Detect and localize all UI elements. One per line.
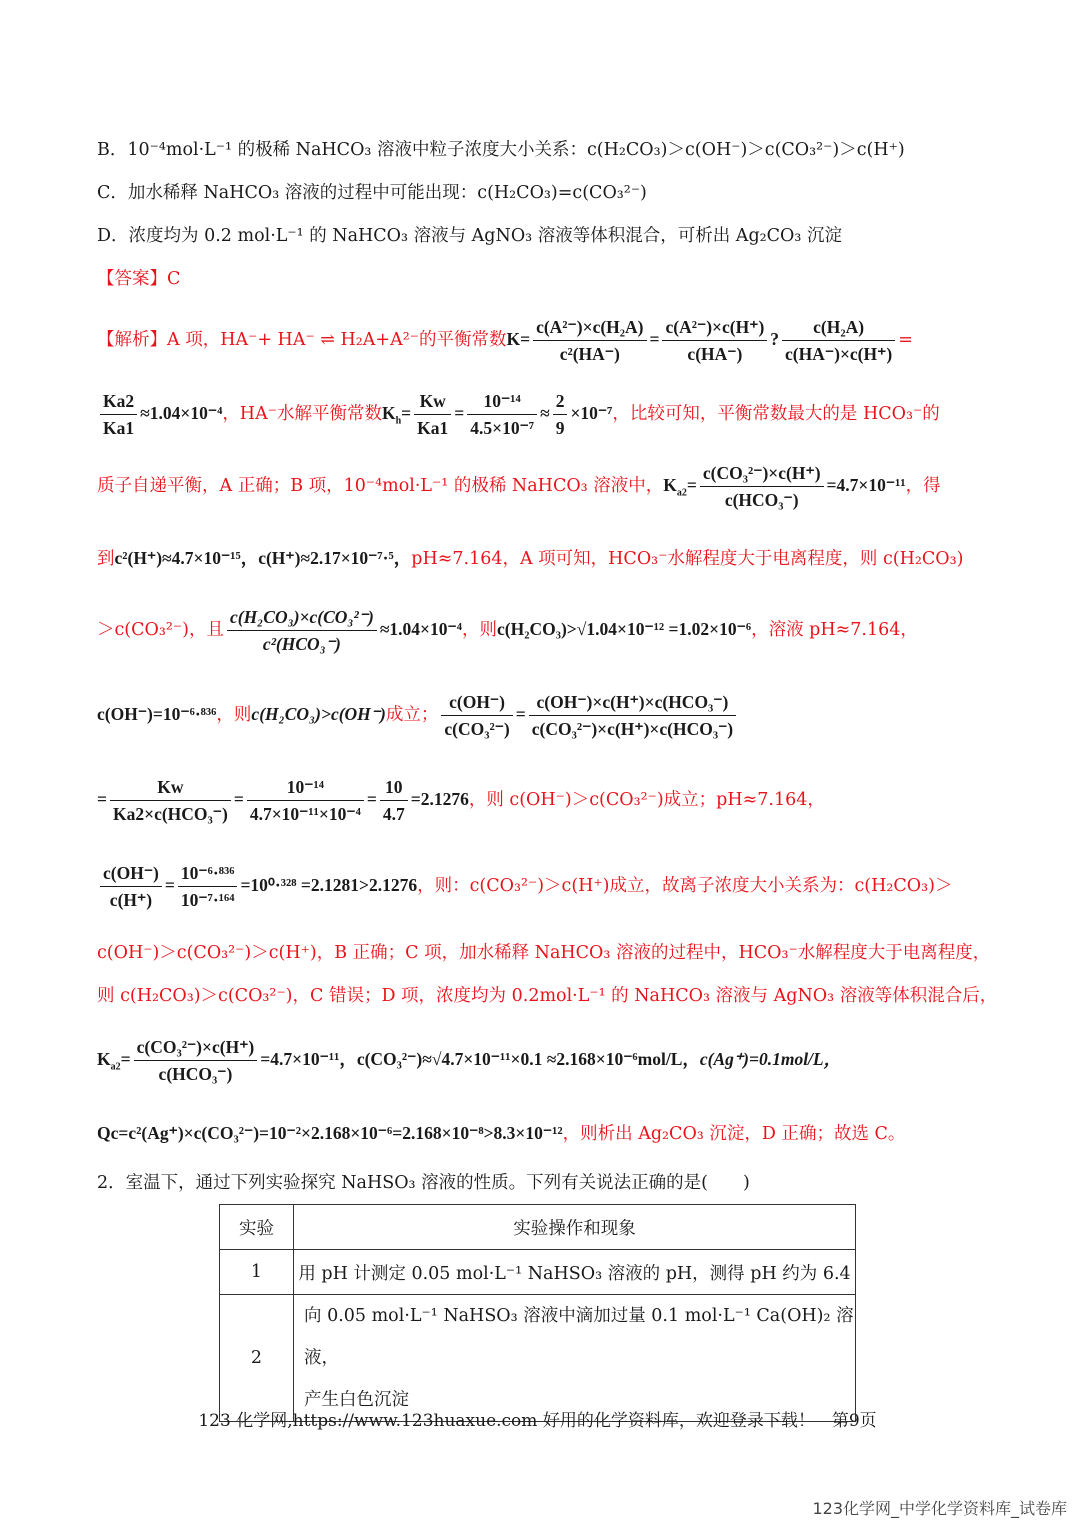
question-2-stem: 2．室温下，通过下列实验探究 NaHSO₃ 溶液的性质。下列有关说法正确的是( ): [97, 1173, 750, 1193]
analysis-line-6: c(OH⁻)=10⁻⁶·⁸³⁶，则c(H₂CO₃)>c(OH⁻)成立； $\frac{c(OH^-)}{\text{c(CO₃²⁻)}}$ = $\frac{\text{c(OH⁻)×c(H⁺)×c(HCO₃⁻)}}{\text{c(CO₃²⁻)×c(H⁺)×c(HCO₃⁻)}}$: [97, 689, 739, 742]
answer: 【答案】C: [97, 269, 181, 289]
watermark: 123化学网_中学化学资料库_试卷库: [812, 1499, 1067, 1518]
analysis-line-5: ＞c(CO₃²⁻)，且 $\frac{\text{c(H₂CO₃)×c(CO₃²⁻)}}{\text{c²(HCO₃⁻)}}$ ≈1.04×10⁻⁴，则c(H₂CO₃)>√1.04×10⁻¹² =1.02×10⁻⁶，溶液 pH≈7.164，: [97, 604, 918, 657]
table-cell: 1: [220, 1250, 294, 1295]
table-cell: 用 pH 计测定 0.05 mol·L⁻¹ NaHSO₃ 溶液的 pH，测得 pH 约为 6.4: [294, 1250, 856, 1295]
experiment-table: [219, 1204, 856, 1422]
analysis-line-10: 则 c(H₂CO₃)＞c(CO₃²⁻)，C 错误；D 项，浓度均为 0.2mol·L⁻¹ 的 NaHCO₃ 溶液与 AgNO₃ 溶液等体积混合后，: [97, 986, 998, 1006]
option-b: B．10⁻⁴mol·L⁻¹ 的极稀 NaHCO₃ 溶液中粒子浓度大小关系：c(H₂CO₃)＞c(OH⁻)＞c(CO₃²⁻)＞c(H⁺): [97, 140, 905, 160]
analysis-line-8: $\frac{c(OH^-)}{c(H^+)}$ = $\frac{\text{10⁻⁶·⁸³⁶}}{\text{10⁻⁷·¹⁶⁴}}$ =10⁰·³²⁸ =2.1281>2.1276，则：c(CO₃²⁻)＞c(H⁺)成立，故离子浓度大小关系为：c(H₂CO₃)＞: [97, 860, 952, 913]
page-footer: 123 化学网,https://www.123huaxue.com 好用的化学资料库，欢迎登录下载！ 第9页: [198, 1411, 877, 1431]
analysis-line-12: Qc=c²(Ag⁺)×c(CO₃²⁻)=10⁻²×2.168×10⁻⁶=2.168×10⁻⁸>8.3×10⁻¹²，则析出 Ag₂CO₃ 沉淀，D 正确；故选 C。: [97, 1123, 906, 1144]
table-row: [220, 1295, 856, 1422]
analysis-line-7: = $\frac{Kw}{\text{Ka2×c(HCO₃⁻)}}$ = $\frac{\text{10⁻¹⁴}}{\text{4.7×10⁻¹¹×10⁻⁴}}$ = $\frac{10}{4.7}$ =2.1276，则 c(OH⁻)＞c(CO₃²⁻)成立；pH≈7.164，: [97, 774, 825, 827]
analysis-line-3: 质子自递平衡，A 正确；B 项，10⁻⁴mol·L⁻¹ 的极稀 NaHCO₃ 溶液中，$K_{a2}=$ $\frac{\text{c(CO₃²⁻)×c(H⁺)}}{\text{c(HCO₃⁻)}}$ =4.7×10⁻¹¹，得: [97, 460, 941, 513]
table-cell-line: 产生白色沉淀: [304, 1390, 409, 1410]
option-d: D．浓度均为 0.2 mol·L⁻¹ 的 NaHCO₃ 溶液与 AgNO₃ 溶液等体积混合，可析出 Ag₂CO₃ 沉淀: [97, 226, 842, 246]
analysis-line-2: $\frac{Ka2}{Ka1}$ ≈1.04×10⁻⁴，HA⁻水解平衡常数$K_h=$ $\frac{Kw}{Ka1}$ = $\frac{\text{10⁻¹⁴}}{\text{4.5×10⁻⁷}}$ ≈ $\frac{2}{9}$ ×10⁻⁷，比较可知，平衡常数最大的是 HCO₃⁻的: [97, 388, 940, 441]
option-c: C．加水稀释 NaHCO₃ 溶液的过程中可能出现：c(H₂CO₃)=c(CO₃²⁻): [97, 183, 647, 203]
table-header-row: [220, 1205, 856, 1250]
table-header: 实验: [220, 1205, 294, 1250]
table-cell-line: 向 0.05 mol·L⁻¹ NaHSO₃ 溶液中滴加过量 0.1 mol·L⁻¹ Ca(OH)₂ 溶液，: [304, 1306, 854, 1368]
table-row: [220, 1250, 856, 1295]
analysis-line-1: 【解析】A 项，HA⁻+ HA⁻ ⇌ H₂A+A²⁻的平衡常数K= $\frac{\text{c(A²⁻)×c(H₂A)}}{\text{c²(HA⁻)}}$ = $\frac{\text{c(A²⁻)×c(H⁺)}}{c(HA^-)}$ ? $\frac{\text{c(H₂A)}}{c(HA^-)\times c(H^+)}$ =: [97, 314, 913, 367]
analysis-line-4: 到c²(H⁺)≈4.7×10⁻¹⁵，c(H⁺)≈2.17×10⁻⁷·⁵，pH≈7.164，A 项可知，HCO₃⁻水解程度大于电离程度，则 c(H₂CO₃): [97, 548, 964, 569]
table-cell: 2: [220, 1295, 294, 1422]
analysis-line-9: c(OH⁻)＞c(CO₃²⁻)＞c(H⁺)，B 正确；C 项，加水稀释 NaHCO₃ 溶液的过程中，HCO₃⁻水解程度大于电离程度，: [97, 943, 991, 963]
table-header: 实验操作和现象: [294, 1205, 856, 1250]
analysis-line-11: $K_{a2}=$ $\frac{\text{c(CO₃²⁻)×c(H⁺)}}{\text{c(HCO₃⁻)}}$ =4.7×10⁻¹¹，c(CO₃²⁻)≈√4.7×10⁻¹¹×0.1 ≈2.168×10⁻⁶mol/L，c(Ag⁺)=0.1mol/L，: [97, 1034, 841, 1087]
table-cell: [294, 1295, 856, 1422]
